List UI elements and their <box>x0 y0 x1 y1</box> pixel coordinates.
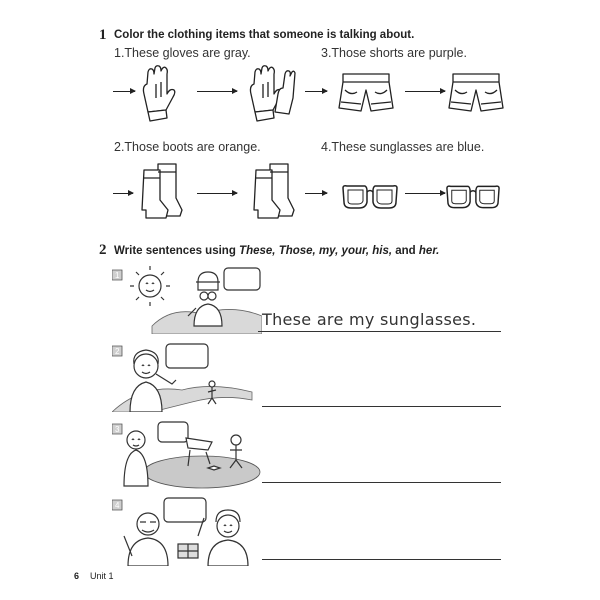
unit-label: Unit 1 <box>90 571 114 581</box>
scene-1-illustration <box>112 266 262 334</box>
word-my: my, <box>318 245 339 257</box>
shorts-icon <box>447 68 505 118</box>
answer-line-1[interactable] <box>258 331 501 332</box>
section-1-instruction: Color the clothing items that someone is talking about. <box>114 29 415 41</box>
instruction-prefix: Write sentences using <box>114 245 240 257</box>
page-number: 6 <box>74 571 80 581</box>
word-those: Those, <box>278 245 316 257</box>
item-2-label: 2.Those boots are orange. <box>114 140 261 154</box>
word-her: her. <box>418 245 440 257</box>
arrow <box>113 91 135 92</box>
word-these: These, <box>239 245 276 257</box>
arrow <box>197 193 237 194</box>
answer-line-2[interactable] <box>262 406 501 407</box>
scene-1-number: 1 <box>115 271 120 280</box>
arrow <box>305 91 327 92</box>
scene-3-illustration <box>112 420 262 490</box>
item-3-label: 3.Those shorts are purple. <box>321 46 467 60</box>
shorts-icon <box>337 68 395 118</box>
scene-4-illustration <box>112 496 262 566</box>
answer-line-4[interactable] <box>262 559 501 560</box>
arrow <box>113 193 133 194</box>
item-4-label: 4.These sunglasses are blue. <box>321 140 485 154</box>
scene-2-illustration <box>112 342 262 412</box>
boots-icon <box>136 160 186 222</box>
section-1-number: 1 <box>99 27 107 43</box>
arrow <box>197 91 237 92</box>
arrow <box>305 193 327 194</box>
arrow <box>405 193 445 194</box>
scene-4-number: 4 <box>115 501 120 510</box>
boots-icon <box>248 160 298 222</box>
word-your: your, <box>341 245 370 257</box>
word-his: his, <box>372 245 393 257</box>
scene-3-number: 3 <box>115 425 120 434</box>
section-2-instruction <box>114 245 439 257</box>
arrow <box>405 91 445 92</box>
scene-2-number: 2 <box>115 347 120 356</box>
sunglasses-icon <box>445 182 501 212</box>
word-and: and <box>395 245 416 257</box>
sunglasses-icon <box>341 182 399 212</box>
gloves-icon <box>245 64 297 126</box>
item-1-label: 1.These gloves are gray. <box>114 46 251 60</box>
example-answer: These are my sunglasses. <box>262 310 477 329</box>
section-2-number: 2 <box>99 242 107 258</box>
answer-line-3[interactable] <box>262 482 501 483</box>
gloves-icon <box>138 64 190 126</box>
